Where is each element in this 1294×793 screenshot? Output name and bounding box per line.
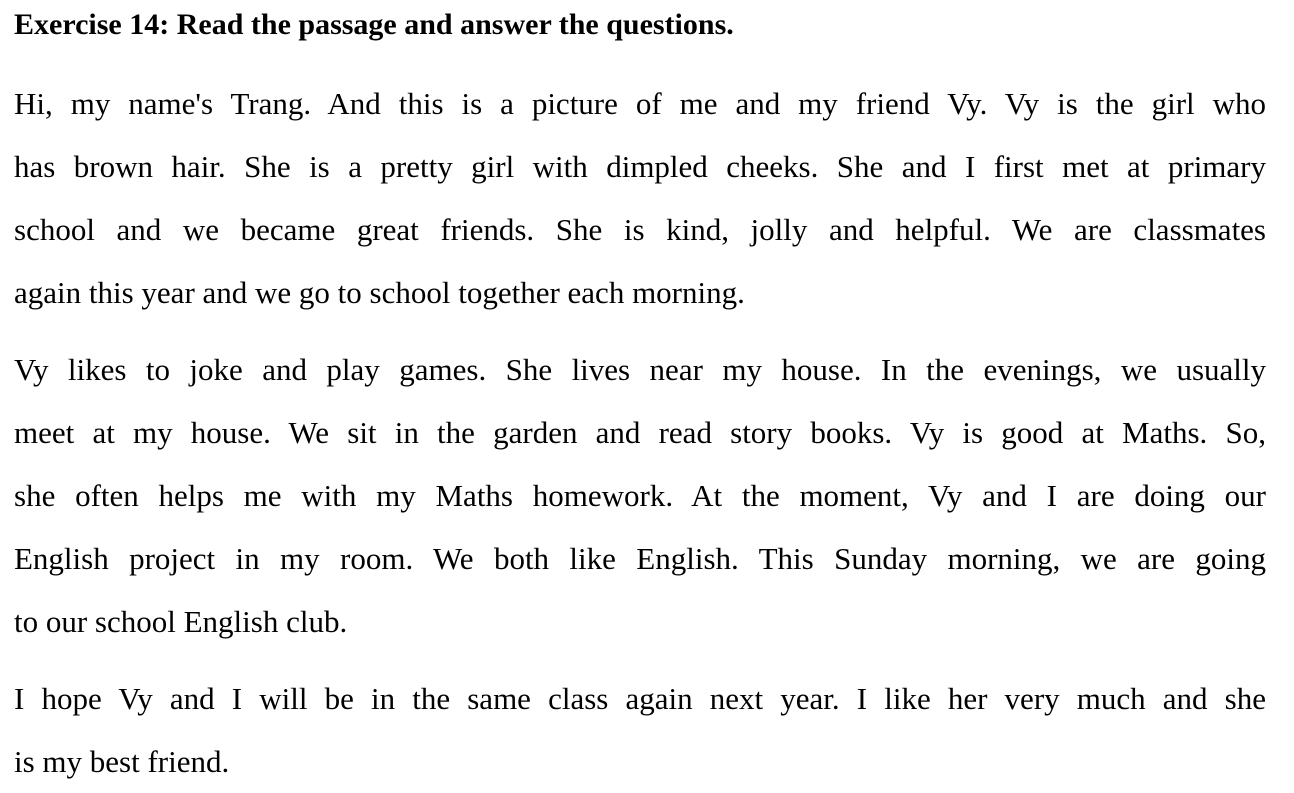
paragraph-line: English project in my room. We both like English. This Sunday morning, we are going <box>14 541 1266 576</box>
paragraph-line: has brown hair. She is a pretty girl with dimpled cheeks. She and I first met at primary <box>14 149 1266 184</box>
paragraph-line: Vy likes to joke and play games. She lives near my house. In the evenings, we usually <box>14 352 1266 387</box>
paragraph-line: Hi, my name's Trang. And this is a picture of me and my friend Vy. Vy is the girl who <box>14 86 1266 121</box>
paragraph-line: she often helps me with my Maths homework. At the moment, Vy and I are doing our <box>14 478 1266 513</box>
passage-paragraph-1 <box>14 72 1266 324</box>
passage-paragraph-2 <box>14 338 1266 653</box>
paragraph-line: again this year and we go to school together each morning. <box>14 275 745 310</box>
paragraph-line: meet at my house. We sit in the garden and read story books. Vy is good at Maths. So, <box>14 415 1266 450</box>
paragraph-line: to our school English club. <box>14 604 348 639</box>
paragraph-line: is my best friend. <box>14 744 230 779</box>
exercise-title: Exercise 14: Read the passage and answer the questions. <box>14 8 734 41</box>
paragraph-line: school and we became great friends. She is kind, jolly and helpful. We are classmates <box>14 212 1266 247</box>
passage-paragraph-3 <box>14 667 1266 793</box>
paragraph-line: I hope Vy and I will be in the same class again next year. I like her very much and she <box>14 681 1266 716</box>
